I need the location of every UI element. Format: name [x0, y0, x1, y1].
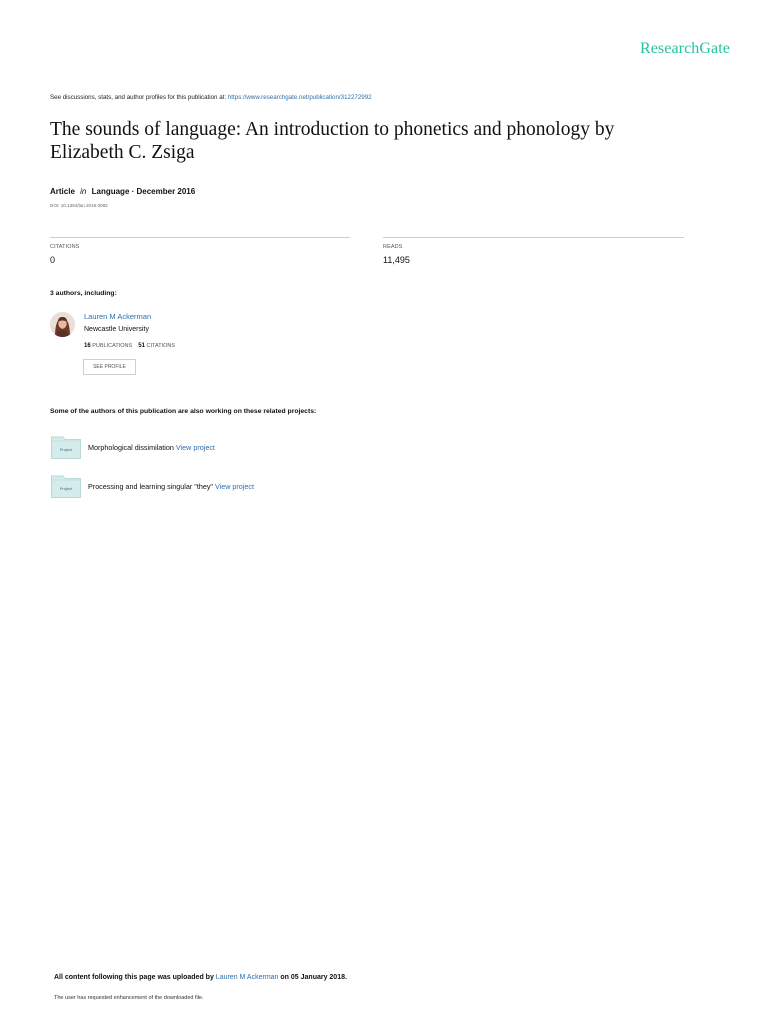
publication-url-link[interactable]: https://www.researchgate.net/publication/312272992	[227, 94, 372, 101]
author-publications-count: 16	[84, 343, 91, 349]
author-name-link[interactable]: Lauren M Ackerman	[84, 312, 152, 321]
author-citations-label: CITATIONS	[146, 343, 176, 349]
project-folder-icon	[51, 474, 81, 498]
footer-suffix: on 05 January 2018.	[278, 974, 347, 981]
authors-heading: 3 authors, including:	[50, 290, 117, 297]
author-publications-label: PUBLICATIONS	[92, 343, 133, 349]
see-profile-button[interactable]: SEE PROFILE	[83, 359, 136, 375]
citations-divider	[50, 237, 350, 238]
project-icon-label: Project	[59, 447, 73, 452]
project-title: Morphological dissimilation	[88, 443, 174, 452]
reads-value: 11,495	[383, 255, 410, 265]
citations-label: CITATIONS	[50, 244, 80, 250]
doi: DOI: 10.1353/lan.2016.0082	[50, 203, 108, 208]
project-icon-label: Project	[59, 486, 73, 491]
enhancement-note: The user has requested enhancement of the downloaded file.	[54, 995, 204, 1001]
journal-date: Language · December 2016	[91, 187, 196, 196]
author-stats	[84, 343, 175, 349]
publication-type: Article	[50, 187, 75, 196]
author-institution: Newcastle University	[84, 326, 149, 333]
discussion-line	[50, 94, 372, 101]
publication-meta	[50, 187, 195, 196]
footer-prefix: All content following this page was uploaded by	[54, 974, 216, 981]
avatar-photo	[50, 312, 75, 337]
discussion-prefix: See discussions, stats, and author profiles for this publication at:	[50, 94, 228, 101]
view-project-link[interactable]: View project	[175, 443, 215, 452]
project-title: Processing and learning singular "they"	[88, 482, 213, 491]
author-citations-count: 51	[138, 343, 145, 349]
citations-value: 0	[50, 255, 56, 265]
upload-footer	[54, 974, 347, 981]
publication-title: The sounds of language: An introduction to phonetics and phonology by Elizabeth C. Zsiga	[50, 119, 615, 163]
project-item	[88, 443, 215, 452]
related-projects-heading: Some of the authors of this publication are also working on these related projects:	[50, 408, 317, 415]
researchgate-logo[interactable]: ResearchGate	[639, 40, 730, 57]
project-item	[88, 482, 254, 491]
author-avatar[interactable]	[50, 312, 75, 337]
uploader-link[interactable]: Lauren M Ackerman	[215, 974, 279, 981]
view-project-link[interactable]: View project	[214, 482, 254, 491]
meta-in: in	[80, 187, 87, 196]
project-folder-icon	[51, 435, 81, 459]
reads-divider	[383, 237, 684, 238]
reads-label: READS	[383, 244, 403, 250]
